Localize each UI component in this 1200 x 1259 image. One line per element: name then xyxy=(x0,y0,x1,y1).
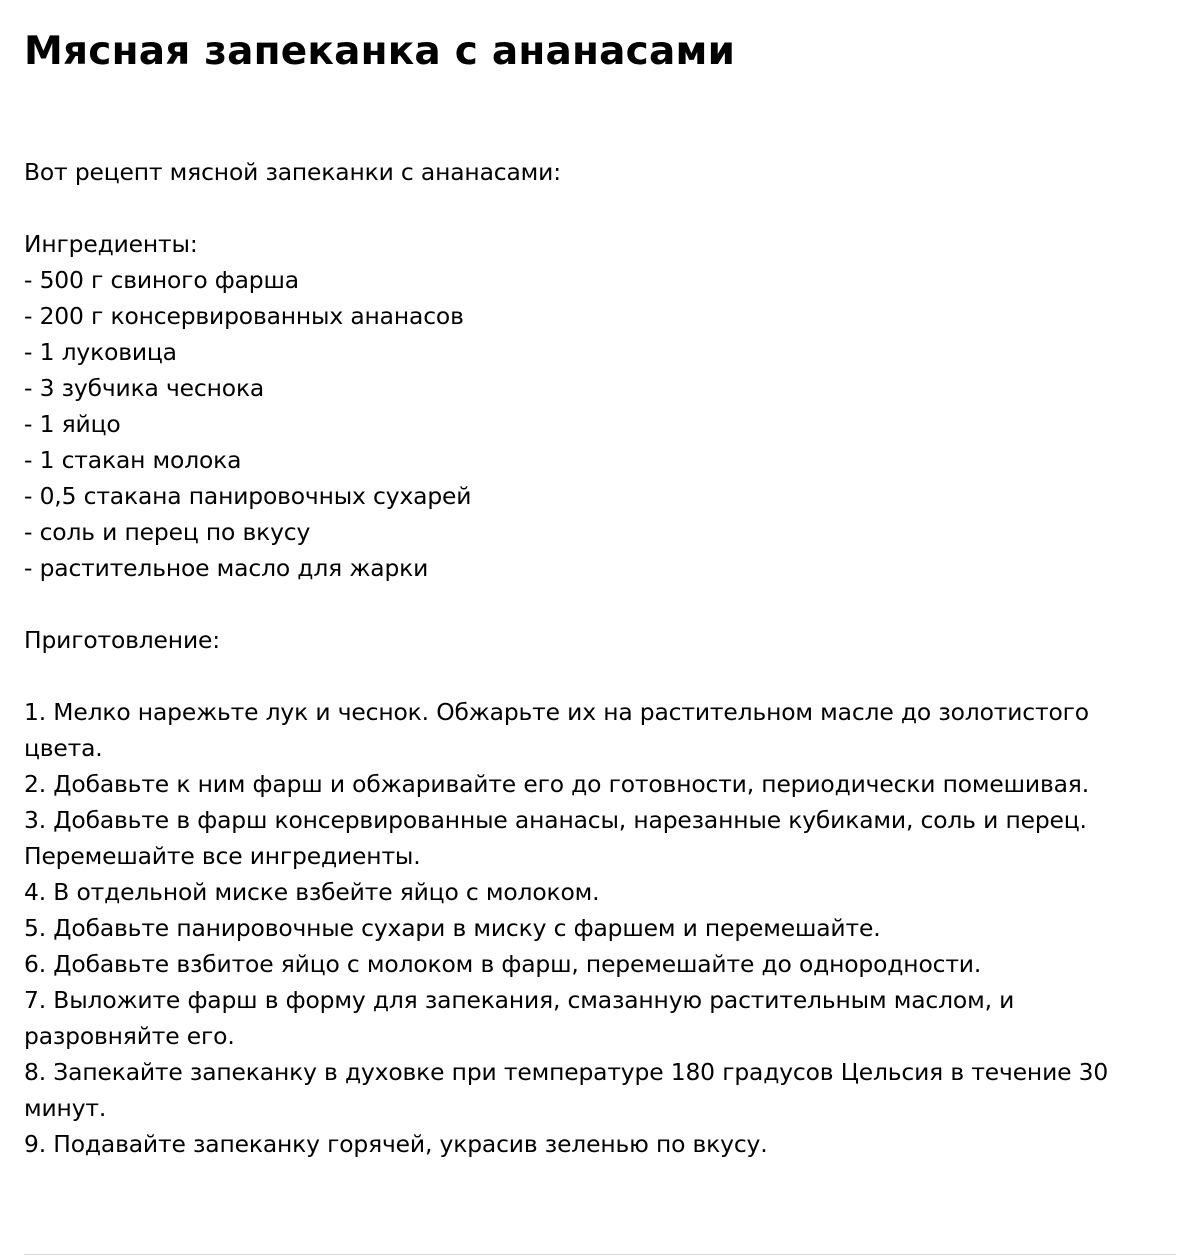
step-item xyxy=(24,982,1176,1054)
step-text: 2. Добавьте к ним фарш и обжаривайте его до готовности, периодически помешивая. xyxy=(24,770,1089,798)
step-text: 8. Запекайте запеканку в духовке при температуре 180 градусов Цельсия в течение 30 xyxy=(24,1058,1109,1086)
step-text-continued: Перемешайте все ингредиенты. xyxy=(24,842,421,870)
bottom-divider xyxy=(24,1254,1176,1255)
spacer xyxy=(24,658,1176,694)
ingredient-item: - 1 яйцо xyxy=(24,410,121,438)
ingredient-item: - 1 луковица xyxy=(24,338,177,366)
preparation-heading: Приготовление: xyxy=(24,626,220,654)
step-text: 6. Добавьте взбитое яйцо с молоком в фарш, перемешайте до однородности. xyxy=(24,950,982,978)
step-item xyxy=(24,1054,1176,1126)
ingredient-item: - 1 стакан молока xyxy=(24,446,242,474)
ingredient-item: - 500 г свиного фарша xyxy=(24,266,299,294)
step-item xyxy=(24,874,1176,910)
step-item xyxy=(24,1126,1176,1162)
step-item xyxy=(24,766,1176,802)
step-text: 3. Добавьте в фарш консервированные ананасы, нарезанные кубиками, соль и перец. xyxy=(24,806,1087,834)
spacer xyxy=(24,190,1176,226)
step-text: 1. Мелко нарежьте лук и чеснок. Обжарьте их на растительном масле до золотистого xyxy=(24,698,1089,726)
step-text-continued: разровняйте его. xyxy=(24,1022,235,1050)
ingredients-list xyxy=(24,262,1176,586)
ingredient-item: - 0,5 стакана панировочных сухарей xyxy=(24,482,472,510)
page-title: Мясная запеканка с ананасами xyxy=(24,29,736,74)
step-item xyxy=(24,694,1176,766)
preparation-steps xyxy=(24,694,1176,1162)
intro-text: Вот рецепт мясной запеканки с ананасами: xyxy=(24,158,561,186)
step-text: 7. Выложите фарш в форму для запекания, смазанную растительным маслом, и xyxy=(24,986,1015,1014)
ingredient-item: - растительное масло для жарки xyxy=(24,554,429,582)
step-text: 4. В отдельной миске взбейте яйцо с молоком. xyxy=(24,878,600,906)
step-item xyxy=(24,946,1176,982)
recipe-body xyxy=(24,154,1176,1162)
spacer xyxy=(24,586,1176,622)
step-item xyxy=(24,910,1176,946)
step-text: 5. Добавьте панировочные сухари в миску с фаршем и перемешайте. xyxy=(24,914,881,942)
step-text-continued: минут. xyxy=(24,1094,107,1122)
ingredient-item: - 3 зубчика чеснока xyxy=(24,374,265,402)
ingredient-item: - соль и перец по вкусу xyxy=(24,518,311,546)
ingredients-heading: Ингредиенты: xyxy=(24,230,198,258)
step-text-continued: цвета. xyxy=(24,734,103,762)
step-item xyxy=(24,802,1176,874)
ingredient-item: - 200 г консервированных ананасов xyxy=(24,302,464,330)
recipe-page xyxy=(24,0,1176,1158)
step-text: 9. Подавайте запеканку горячей, украсив зеленью по вкусу. xyxy=(24,1130,768,1158)
